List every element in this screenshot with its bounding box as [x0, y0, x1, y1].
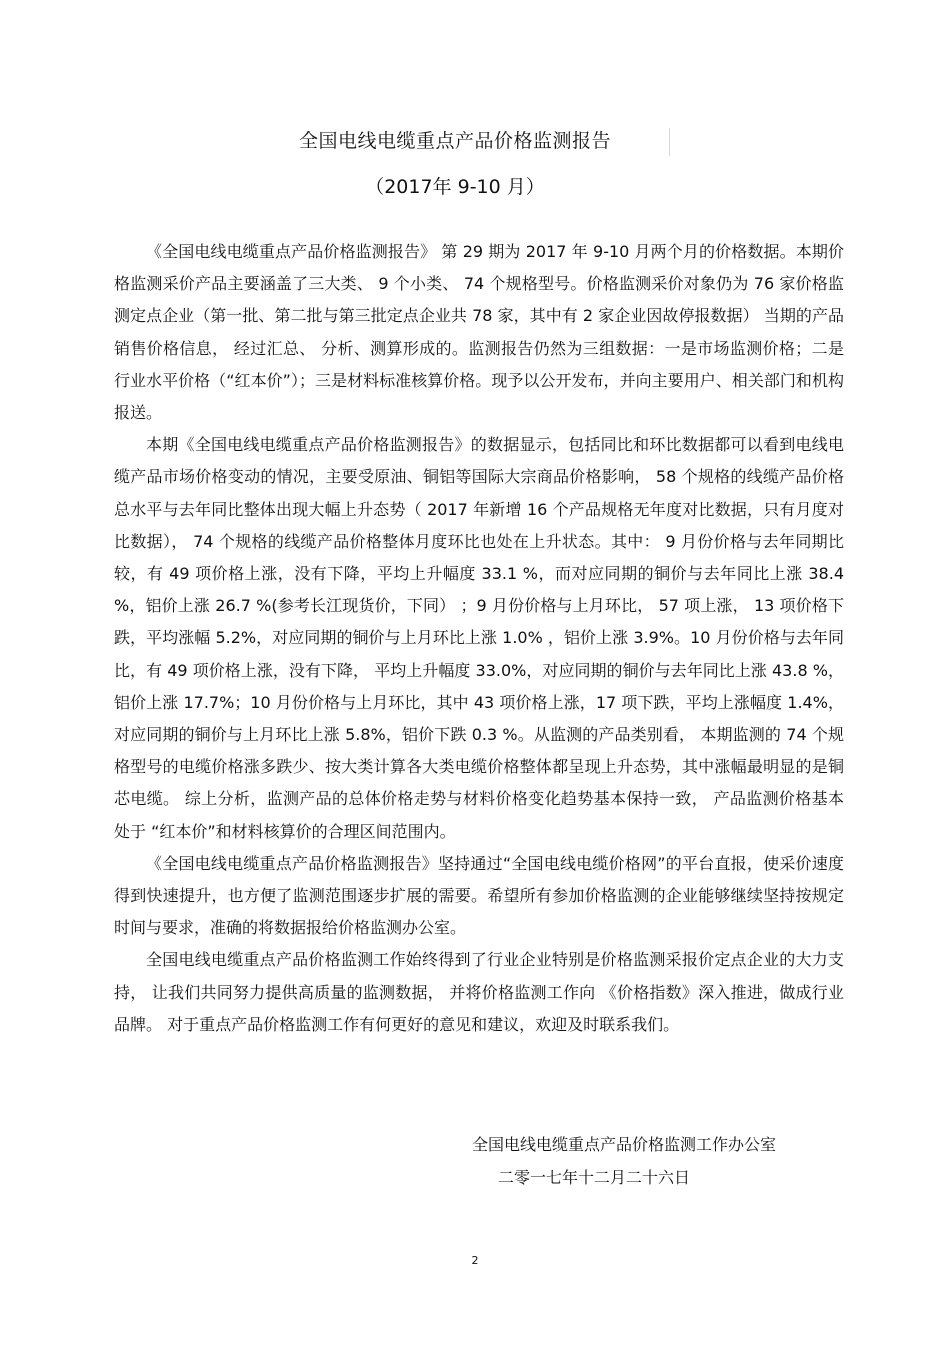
report-body [114, 236, 844, 1041]
signature-date: 二零一七年十二月二十六日 [497, 1168, 690, 1187]
paragraph-data-summary: 本期《全国电线电缆重点产品价格监测报告》的数据显示，包括同比和环比数据都可以看到电线电缆产品市场价格变动的情况，主要受原油、铜铝等国际大宗商品价格影响， 58 个规格的线缆产品价格总水平与去年同比整体出现大幅上升态势（ 2017 年新增 16 个产品规格无年度对比数据，只有月度对比数据）， 74 个规格的线缆产品价格整体月度环比也处在上升状态。其中： 9 月份价格与去年同期比较，有 49 项价格上涨，没有下降，平均上升幅度 33.1 %，而对应同期的铜价与去年同比上涨 38.4 %，铝价上涨 26.7 %(参考长江现货价，下同） ；9 月份价格与上月环比， 57 项上涨， 13 项价格下跌，平均涨幅 5.2%，对应同期的铜价与上月环比上涨 1.0% ，铝价上涨 3.9%。10 月份价格与去年同比，有 49 项价格上涨，没有下降， 平均上升幅度 33.0%，对应同期的铜价与去年同比上涨 43.8 %，铝价上涨 17.7%；10 月份价格与上月环比，其中 43 项价格上涨，17 项下跌，平均上涨幅度 1.4%，对应同期的铜价与上月环比上涨 5.8%，铝价下跌 0.3 %。从监测的产品类别看， 本期监测的 74 个规格型号的电缆价格涨多跌少、按大类计算各大类电缆价格整体都呈现上升态势，其中涨幅最明显的是铜芯电缆。 综上分析，监测产品的总体价格走势与材料价格变化趋势基本保持一致， 产品监测价格基本处于 “红本价”和材料核算价的合理区间范围内。 [114, 435, 844, 841]
page-number: 2 [471, 1254, 479, 1267]
report-period: （2017年 9-10 月） [365, 176, 545, 198]
title-divider-line [669, 128, 670, 156]
signature-organization: 全国电线电缆重点产品价格监测工作办公室 [471, 1135, 776, 1154]
paragraph-closing: 全国电线电缆重点产品价格监测工作始终得到了行业企业特别是价格监测采报价定点企业的大力支持， 让我们共同努力提供高质量的监测数据， 并将价格监测工作向 《价格指数》深入推进，做成行业品牌。 对于重点产品价格监测工作有何更好的意见和建议，欢迎及时联系我们。 [114, 950, 844, 1034]
paragraph-intro: 《全国电线电缆重点产品价格监测报告》 第 29 期为 2017 年 9-10 月两个月的价格数据。本期价格监测采价产品主要涵盖了三大类、 9 个小类、 74 个规格型号。价格监测采价对象仍为 76 家价格监测定点企业（第一批、第二批与第三批定点企业共 78 家，其中有 2 家企业因故停报数据） 当期的产品销售价格信息， 经过汇总、 分析、测算形成的。监测报告仍然为三组数据：一是市场监测价格；二是行业水平价格（“红本价”）；三是材料标准核算价格。现予以公开发布，并向主要用户、相关部门和机构报送。 [114, 242, 844, 423]
paragraph-platform: 《全国电线电缆重点产品价格监测报告》坚持通过“全国电线电缆价格网”的平台直报，使采价速度得到快速提升，也方便了监测范围逐步扩展的需要。希望所有参加价格监测的企业能够继续坚持按规定时间与要求，准确的将数据报给价格监测办公室。 [114, 853, 844, 938]
report-title: 全国电线电缆重点产品价格监测报告 [298, 130, 611, 152]
